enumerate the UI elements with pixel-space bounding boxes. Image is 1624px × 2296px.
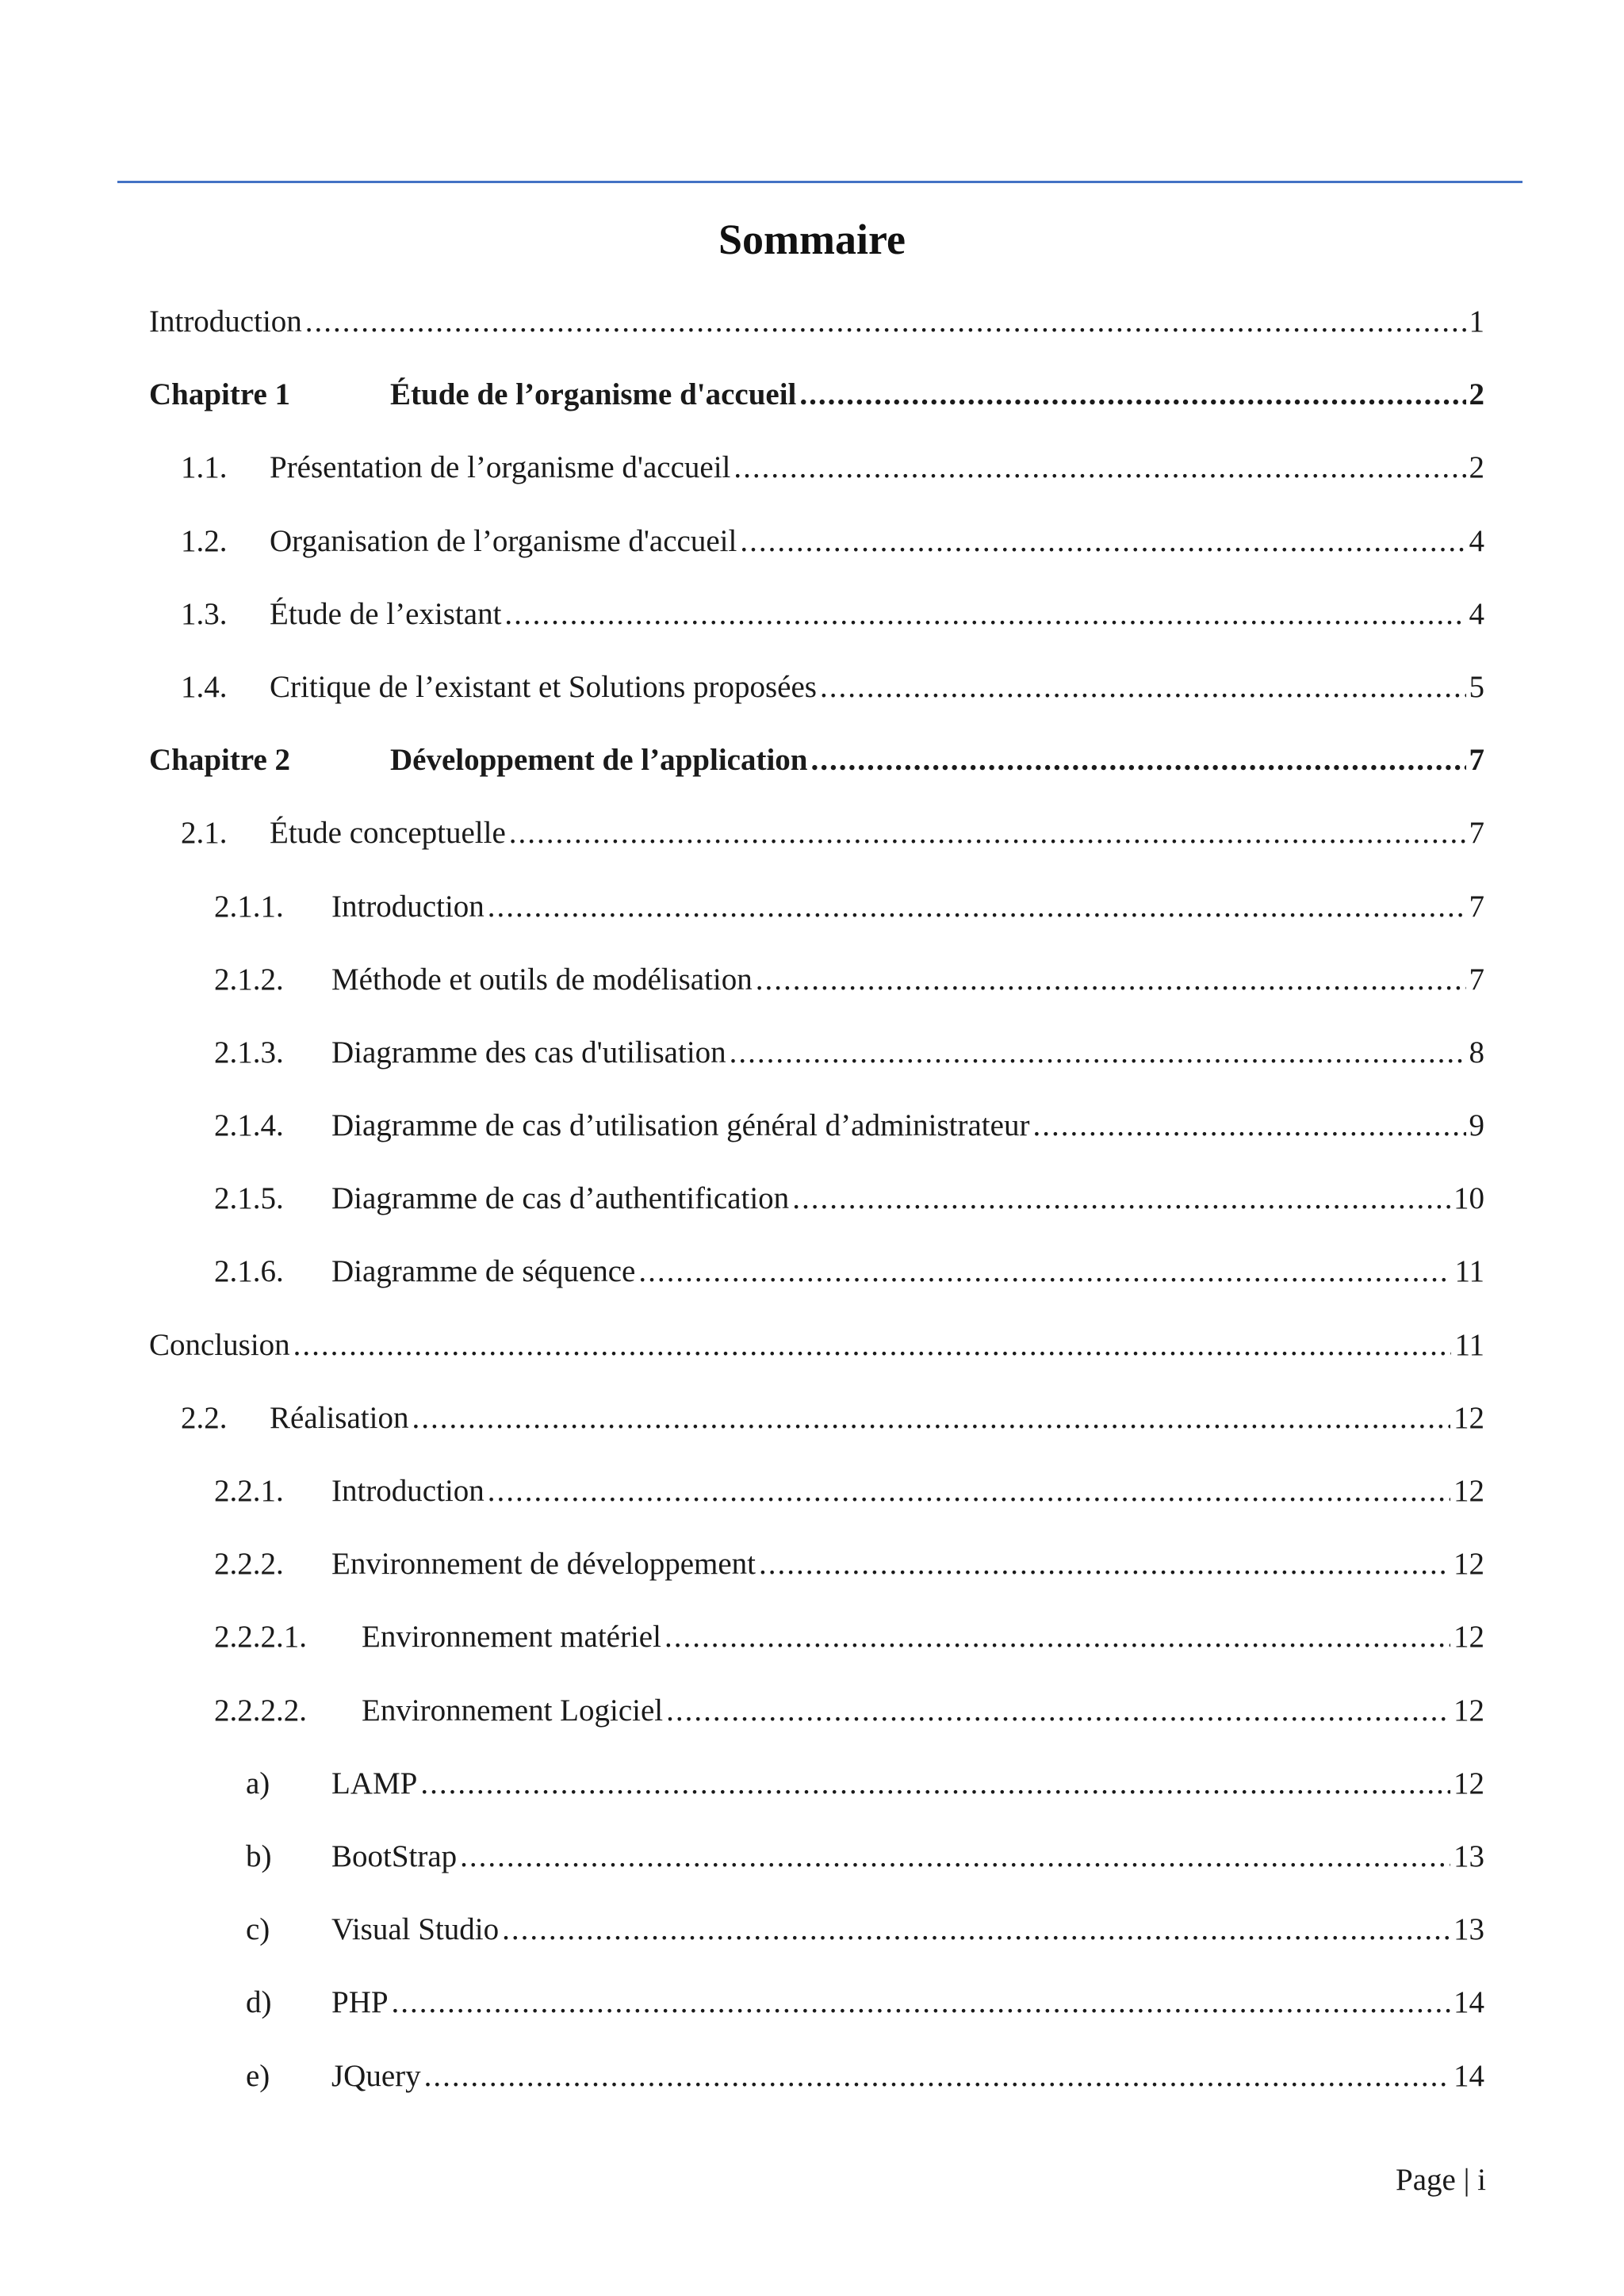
page-footer: Page | i [1396,2163,1486,2197]
toc-entry[interactable] [149,811,1484,884]
toc-entry[interactable] [149,446,1484,519]
toc-entry-number: 2.2.2.1. [214,1620,307,1655]
toc-entry[interactable] [149,885,1484,958]
toc-entry-page: 12 [1454,1766,1484,1800]
toc-entry-number: d) [246,1985,272,2020]
toc-entry-title: Étude conceptuelle [270,816,506,851]
toc-entry-number: 2.1.6. [214,1254,284,1289]
toc-entry-line [246,1835,1484,1879]
toc-entry-title: Introduction [331,889,485,924]
toc-dot-leader [504,592,1465,637]
toc-entry-number: c) [246,1912,270,1947]
toc-dot-leader [666,1689,1450,1733]
toc-entry-line [214,1469,1484,1513]
toc-entry[interactable] [149,1615,1484,1688]
toc-entry-page: 11 [1454,1327,1484,1362]
toc-dot-leader [638,1249,1451,1294]
toc-entry[interactable] [149,373,1484,446]
toc-dot-leader [420,1762,1450,1806]
toc-entry-title: Développement de l’application [390,743,808,778]
toc-entry[interactable] [149,1323,1484,1396]
toc-entry-number: 2.1.3. [214,1035,284,1070]
toc-entry-title: Méthode et outils de modélisation [331,962,753,997]
toc-entry-number: b) [246,1839,272,1873]
table-of-contents [149,300,1484,2127]
toc-dot-leader [502,1908,1450,1952]
toc-entry[interactable] [149,592,1484,665]
toc-entry-title: Conclusion [149,1327,290,1362]
toc-entry-title: Réalisation [270,1400,409,1435]
toc-entry-number: Chapitre 1 [149,377,291,412]
toc-entry-line [181,519,1484,564]
toc-entry-page: 4 [1469,523,1484,558]
toc-entry-number: Chapitre 2 [149,743,291,778]
toc-entry-line [214,1689,1484,1733]
toc-entry-line [246,2054,1484,2099]
toc-entry-line [214,958,1484,1002]
toc-entry-page: 14 [1454,2058,1484,2093]
toc-dot-leader [792,1177,1450,1221]
toc-entry-title: Diagramme de séquence [331,1254,636,1289]
toc-entry[interactable] [149,2054,1484,2127]
toc-entry-line [214,1615,1484,1659]
toc-entry[interactable] [149,738,1484,811]
toc-entry-number: 2.1.5. [214,1181,284,1216]
toc-entry-page: 2 [1469,450,1484,485]
toc-entry-title: Environnement de développement [331,1547,756,1582]
toc-entry-line [246,1908,1484,1952]
toc-entry-line [214,1249,1484,1294]
toc-entry-line [214,1542,1484,1586]
toc-entry-number: 1.2. [181,523,228,558]
toc-entry[interactable] [149,1031,1484,1104]
toc-dot-leader [509,811,1466,855]
toc-entry-number: 2.1.1. [214,889,284,924]
toc-dot-leader [730,1031,1466,1075]
toc-entry-number: a) [246,1766,270,1800]
toc-entry-line [181,665,1484,710]
toc-dot-leader [460,1835,1450,1879]
toc-entry-number: 2.1. [181,816,228,851]
toc-entry-title: Environnement matériel [362,1620,661,1655]
toc-entry-line [214,1177,1484,1221]
toc-entry-page: 14 [1454,1985,1484,2020]
toc-entry-line [246,1980,1484,2025]
toc-entry-page: 12 [1454,1547,1484,1582]
toc-entry-page: 7 [1469,962,1484,997]
toc-dot-leader [810,738,1465,783]
toc-entry-title: Diagramme de cas d’authentification [331,1181,790,1216]
toc-entry-number: 2.2. [181,1400,228,1435]
toc-entry-page: 9 [1469,1108,1484,1143]
toc-entry-title: Introduction [149,304,302,339]
toc-entry-number: 2.2.2. [214,1547,284,1582]
toc-entry[interactable] [149,1980,1484,2053]
toc-entry-title: Organisation de l’organisme d'accueil [270,523,737,558]
toc-entry-number: e) [246,2058,270,2093]
toc-entry[interactable] [149,1249,1484,1322]
toc-entry-page: 7 [1469,816,1484,851]
page-title: Sommaire [718,216,906,263]
toc-entry-title: Environnement Logiciel [362,1693,664,1728]
toc-entry[interactable] [149,1762,1484,1835]
toc-entry[interactable] [149,519,1484,592]
toc-entry-page: 5 [1469,669,1484,704]
toc-entry-line [149,1323,1484,1368]
toc-entry-line [214,885,1484,929]
toc-dot-leader [412,1396,1450,1441]
toc-entry[interactable] [149,1177,1484,1249]
toc-dot-leader [820,665,1466,710]
toc-entry-line [181,1396,1484,1441]
toc-entry-number: 1.3. [181,596,228,631]
toc-dot-leader [799,373,1465,417]
toc-entry-title: PHP [331,1985,389,2020]
toc-entry-page: 7 [1469,743,1484,778]
toc-dot-leader [756,958,1466,1002]
toc-dot-leader [665,1615,1450,1659]
toc-entry-page: 12 [1454,1620,1484,1655]
toc-entry-line [149,738,1484,783]
toc-dot-leader [305,300,1466,344]
toc-entry-title: LAMP [331,1766,418,1800]
toc-dot-leader [1032,1104,1465,1148]
toc-entry-page: 10 [1454,1181,1484,1216]
toc-entry-number: 2.1.4. [214,1108,284,1143]
toc-entry-title: Visual Studio [331,1912,500,1947]
toc-entry-page: 12 [1454,1400,1484,1435]
toc-dot-leader [293,1323,1452,1368]
toc-entry[interactable] [149,300,1484,373]
toc-entry-title: Étude de l’organisme d'accueil [390,377,797,412]
toc-entry-line [149,373,1484,417]
toc-entry[interactable] [149,1689,1484,1762]
toc-entry[interactable] [149,958,1484,1031]
toc-entry[interactable] [149,1835,1484,1908]
toc-entry-line [181,811,1484,855]
toc-entry-number: 2.2.1. [214,1474,284,1508]
toc-dot-leader [488,1469,1450,1513]
toc-entry-page: 11 [1454,1254,1484,1289]
toc-entry-title: BootStrap [331,1839,458,1873]
toc-entry-line [181,446,1484,490]
toc-entry-page: 13 [1454,1839,1484,1873]
toc-entry-page: 1 [1469,304,1484,339]
toc-dot-leader [759,1542,1450,1586]
toc-dot-leader [740,519,1465,564]
toc-entry[interactable] [149,1908,1484,1980]
toc-entry-title: Introduction [331,1474,485,1508]
toc-dot-leader [392,1980,1450,2025]
toc-dot-leader [733,446,1465,490]
toc-entry-line [181,592,1484,637]
toc-dot-leader [488,885,1466,929]
toc-dot-leader [424,2054,1450,2099]
toc-entry-title: Diagramme de cas d’utilisation général d’administrateur [331,1108,1030,1143]
toc-entry-title: Étude de l’existant [270,596,502,631]
toc-entry-page: 7 [1469,889,1484,924]
toc-entry-line [246,1762,1484,1806]
toc-entry[interactable] [149,1396,1484,1469]
toc-entry-number: 2.2.2.2. [214,1693,307,1728]
toc-entry[interactable] [149,1469,1484,1542]
toc-entry-number: 1.1. [181,450,228,485]
toc-entry-page: 12 [1454,1474,1484,1508]
header-rule [117,181,1522,183]
toc-entry-page: 4 [1469,596,1484,631]
toc-entry-number: 1.4. [181,669,228,704]
toc-entry-page: 12 [1454,1693,1484,1728]
toc-entry-line [214,1104,1484,1148]
toc-entry[interactable] [149,1104,1484,1177]
toc-entry-title: Critique de l’existant et Solutions proposées [270,669,817,704]
toc-entry-line [214,1031,1484,1075]
toc-entry[interactable] [149,665,1484,738]
toc-entry-line [149,300,1484,344]
toc-entry-title: Présentation de l’organisme d'accueil [270,450,731,485]
toc-entry-page: 8 [1469,1035,1484,1070]
toc-entry[interactable] [149,1542,1484,1615]
toc-entry-title: JQuery [331,2058,421,2093]
toc-entry-page: 13 [1454,1912,1484,1947]
toc-entry-number: 2.1.2. [214,962,284,997]
toc-entry-page: 2 [1469,377,1484,412]
toc-entry-title: Diagramme des cas d'utilisation [331,1035,726,1070]
